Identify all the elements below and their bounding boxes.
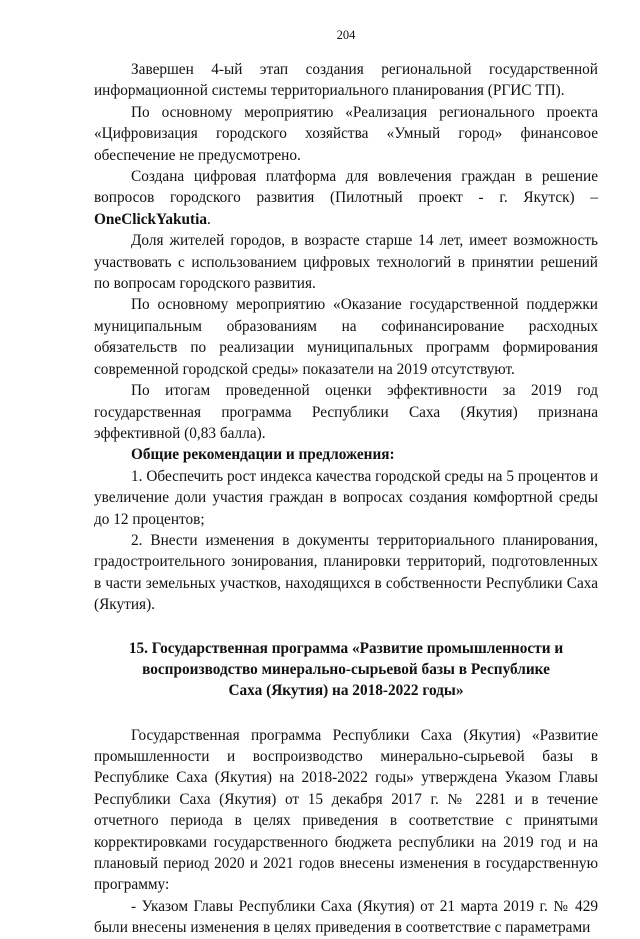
section-title-line: воспроизводство минерально-сырьевой базы в Республике xyxy=(142,660,550,678)
recommendation-item: 1. Обеспечить рост индекса качества городской среды на 5 процентов и увеличение доли участия граждан в вопросах создания комфортной среды до 12 процентов; xyxy=(94,467,598,528)
recommendations-heading: Общие рекомендации и предложения: xyxy=(131,446,395,464)
section-title-line: 15. Государственная программа «Развитие промышленности и xyxy=(128,639,564,657)
section-title-line: Саха (Якутия) на 2018-2022 годы» xyxy=(228,681,464,699)
paragraph-urban-environment: По основному мероприятию «Оказание государственной поддержки муниципальным образованиям на софинансирование расходных обязательств по реализации муниципальных программ формирования современной городской среды» показатели на 2019 отсутствуют. xyxy=(94,296,598,378)
page-number: 204 xyxy=(336,28,356,42)
paragraph-digital-platform xyxy=(94,166,598,230)
recommendation-item: 2. Внести изменения в документы территориального планирования, градостроительного зонирования, планировки территорий, подготовленных в части земельных участков, находящихся в собственности Республики Саха (Якутия). xyxy=(94,531,598,614)
paragraph-digital-platform-text: Создана цифровая платформа для вовлечения граждан в решение вопросов городского развития (Пилотный проект - г. Якутск) – xyxy=(94,168,598,207)
section-title xyxy=(94,638,598,701)
paragraph-digital-platform-tail: . xyxy=(207,210,211,228)
document-body xyxy=(94,59,598,939)
paragraph-rgis-stage: Завершен 4-ый этап создания региональной государственной информационной системы территориального планирования (РГИС ТП). xyxy=(94,61,598,100)
paragraph-efficiency-score: По итогам проведенной оценки эффективности за 2019 год государственная программа Республики Саха (Якутия) признана эффективной (0,83 балла). xyxy=(94,382,598,442)
paragraph-citizens-share: Доля жителей городов, в возрасте старше 14 лет, имеет возможность участвовать с использованием цифровых технологий в принятии решений по вопросам городского развития. xyxy=(94,232,598,293)
paragraph-program-approval: Государственная программа Республики Саха (Якутия) «Развитие промышленности и воспроизводство минерально-сырьевой базы в Республике Саха (Якутия) на 2018-2022 годы» утверждена Указом Главы Республики Саха (Якутия) от 15 декабря 2017 г. № 2281 и в течение отчетного периода в целях приведения в соответствие с принятыми корректировками государственного бюджета республики на 2019 год и на плановый период 2020 и 2021 годов внесены изменения в государственную программу: xyxy=(94,726,598,894)
platform-name: OneClickYakutia xyxy=(94,210,208,228)
paragraph-smart-city: По основному мероприятию «Реализация регионального проекта «Цифровизация городского хозяйства «Умный город» финансовое обеспечение не предусмотрено. xyxy=(94,103,598,164)
paragraph-decree-429: - Указом Главы Республики Саха (Якутия) от 21 марта 2019 г. № 429 были внесены изменения в целях приведения в соответствие с параметрами xyxy=(94,897,598,937)
